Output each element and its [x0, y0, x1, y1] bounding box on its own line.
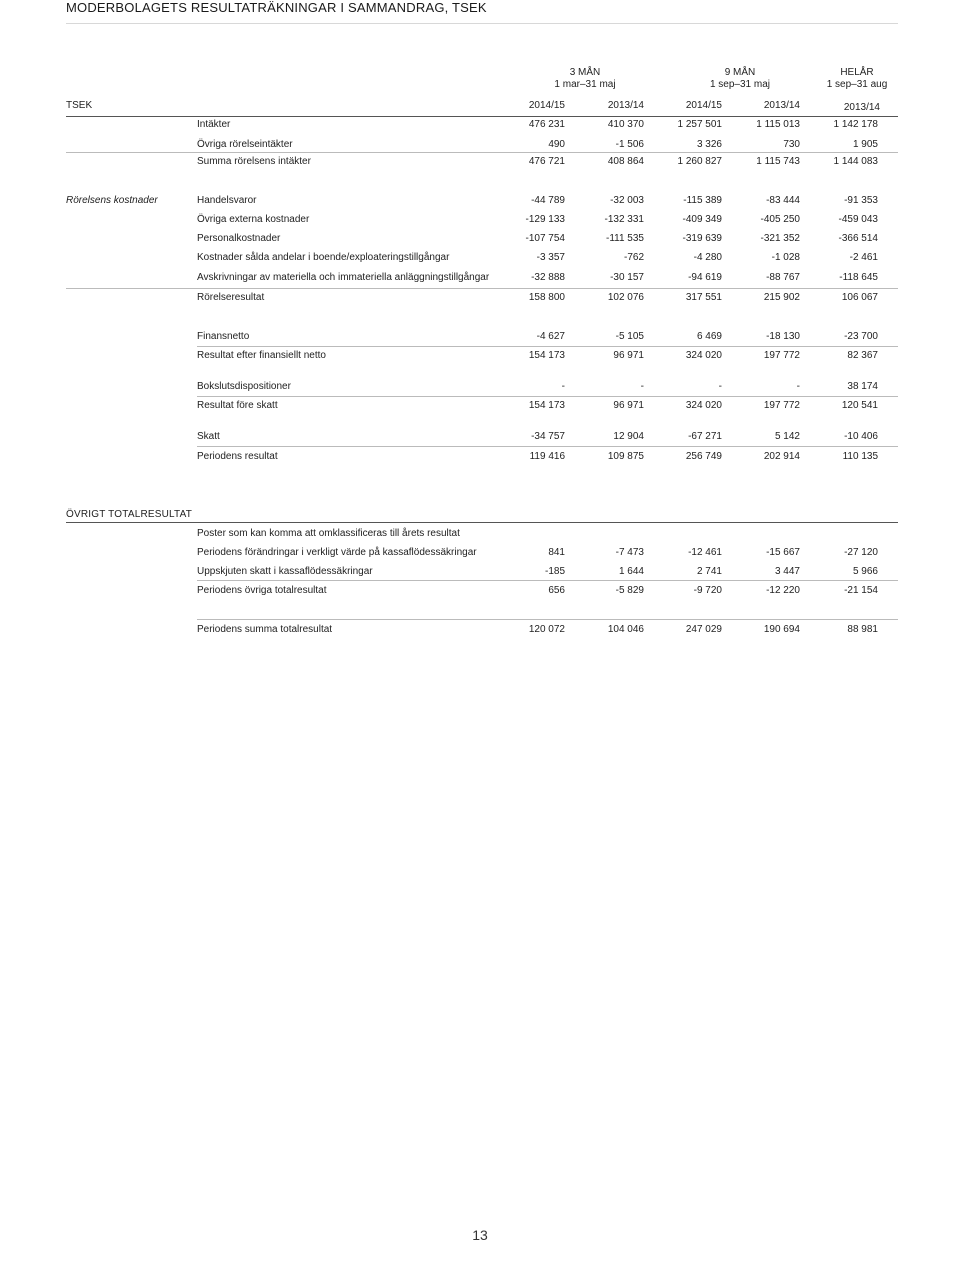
- column-header: 2013/14: [763, 100, 800, 111]
- cell: -111 535: [606, 233, 644, 244]
- cell: -107 754: [525, 233, 565, 244]
- cell: -10 406: [844, 431, 878, 442]
- cell: 5 966: [852, 566, 878, 577]
- table-row: [0, 229, 960, 248]
- cell: 104 046: [607, 624, 644, 635]
- cell: -67 271: [688, 431, 722, 442]
- cell: 119 416: [529, 451, 565, 462]
- cell: 158 800: [528, 292, 565, 303]
- cell: 1 115 743: [756, 156, 800, 167]
- cell: -9 720: [693, 585, 722, 596]
- cell: 841: [548, 547, 565, 558]
- cell: -: [640, 381, 644, 392]
- row-label: Finansnetto: [197, 331, 250, 342]
- cell: -23 700: [844, 331, 878, 342]
- row-label: Skatt: [197, 431, 220, 442]
- table-row: [0, 396, 960, 415]
- cell: -5 105: [615, 331, 644, 342]
- cell: 324 020: [685, 350, 722, 361]
- cell: -115 389: [683, 195, 722, 206]
- cell: -44 789: [531, 195, 565, 206]
- section-side-label: Rörelsens kostnader: [66, 195, 158, 206]
- title-divider: [66, 23, 898, 24]
- cell: 96 971: [613, 350, 644, 361]
- cell: -1 506: [615, 139, 644, 150]
- cell: 317 551: [685, 292, 722, 303]
- cell: -5 829: [615, 585, 644, 596]
- cell: -88 767: [766, 272, 800, 283]
- column-header: 2014/15: [685, 100, 722, 111]
- column-header: 2013/14: [607, 100, 644, 111]
- row-label: Periodens förändringar i verkligt värde på kassaflödessäkringar: [197, 547, 477, 558]
- cell: 256 749: [685, 451, 722, 462]
- table-row: [0, 327, 960, 346]
- cell: 1 115 013: [756, 119, 800, 130]
- cell: -319 639: [682, 233, 722, 244]
- cell: 5 142: [774, 431, 800, 442]
- cell: -30 157: [610, 272, 644, 283]
- table-row: [0, 543, 960, 562]
- table-row: [0, 562, 960, 581]
- row-label: Uppskjuten skatt i kassaflödessäkringar: [197, 566, 373, 577]
- cell: 82 367: [847, 350, 878, 361]
- unit-label: TSEK: [66, 100, 93, 111]
- cell: 1 257 501: [677, 119, 722, 130]
- column-header-row: [0, 96, 960, 115]
- cell: 324 020: [685, 400, 722, 411]
- cell: -132 331: [604, 214, 644, 225]
- table-row: [0, 524, 960, 543]
- cell: 202 914: [763, 451, 800, 462]
- cell: 656: [548, 585, 565, 596]
- cell: 1 144 083: [833, 156, 878, 167]
- cell: 215 902: [763, 292, 800, 303]
- cell: -459 043: [838, 214, 878, 225]
- column-group-full-year: [812, 67, 902, 91]
- row-label: Periodens resultat: [197, 451, 278, 462]
- table-row: [0, 115, 960, 134]
- cell: -7 473: [615, 547, 644, 558]
- cell: -1 028: [771, 252, 800, 263]
- table-row: [0, 447, 960, 466]
- cell: -34 757: [531, 431, 565, 442]
- row-label: Summa rörelsens intäkter: [197, 156, 311, 167]
- table-row: [0, 427, 960, 446]
- cell: 96 971: [613, 400, 644, 411]
- cell: 2 741: [696, 566, 722, 577]
- table-row: [0, 377, 960, 396]
- cell: -18 130: [766, 331, 800, 342]
- cell: -129 133: [525, 214, 565, 225]
- cell: 154 173: [528, 400, 565, 411]
- cell: -32 003: [610, 195, 644, 206]
- cell: -: [561, 381, 565, 392]
- cell: -2 461: [849, 252, 878, 263]
- row-label: Periodens summa totalresultat: [197, 624, 333, 635]
- cell: 120 541: [841, 400, 878, 411]
- row-label: Handelsvaror: [197, 195, 257, 206]
- table-row: [0, 152, 960, 171]
- cell: -366 514: [838, 233, 878, 244]
- cell: 410 370: [607, 119, 644, 130]
- section-rule: [66, 522, 898, 523]
- cell: 109 875: [607, 451, 644, 462]
- column-group-title: HELÅR: [840, 67, 874, 78]
- page-number: 13: [472, 1227, 488, 1243]
- row-label: Bokslutsdispositioner: [197, 381, 291, 392]
- cell: -185: [544, 566, 565, 577]
- table-row: [0, 191, 960, 210]
- row-label: Resultat efter finansiellt netto: [197, 350, 326, 361]
- table-row: [0, 268, 960, 287]
- cell: 38 174: [847, 381, 878, 392]
- cell: -3 357: [536, 252, 565, 263]
- cell: 106 067: [841, 292, 878, 303]
- cell: 490: [548, 139, 565, 150]
- cell: 88 981: [847, 624, 878, 635]
- cell: 3 447: [774, 566, 800, 577]
- cell: 120 072: [528, 624, 565, 635]
- cell: 6 469: [696, 331, 722, 342]
- table-row: [0, 248, 960, 267]
- cell: -21 154: [844, 585, 878, 596]
- cell: -94 619: [688, 272, 722, 283]
- cell: -12 220: [766, 585, 800, 596]
- cell: 247 029: [685, 624, 722, 635]
- row-label: Periodens övriga totalresultat: [197, 585, 327, 596]
- column-group-title: 3 MÅN: [569, 67, 601, 78]
- page-title: MODERBOLAGETS RESULTATRÄKNINGAR I SAMMANDRAG, TSEK: [66, 0, 487, 15]
- column-group-3-months: [540, 67, 630, 91]
- cell: -15 667: [766, 547, 800, 558]
- cell: 197 772: [763, 400, 800, 411]
- cell: -27 120: [844, 547, 878, 558]
- table-row: [0, 210, 960, 229]
- cell: 102 076: [607, 292, 644, 303]
- cell: 476 721: [528, 156, 565, 167]
- cell: 476 231: [528, 119, 565, 130]
- row-label: Avskrivningar av materiella och immateriella anläggningstillgångar: [197, 272, 490, 283]
- cell: -91 353: [844, 195, 878, 206]
- column-group-period: 1 mar–31 maj: [554, 79, 616, 90]
- table-row: [0, 288, 960, 307]
- row-label: Resultat före skatt: [197, 400, 278, 411]
- cell: 408 864: [607, 156, 644, 167]
- cell: 730: [783, 139, 800, 150]
- column-group-period: 1 sep–31 aug: [826, 79, 888, 90]
- row-label: Intäkter: [197, 119, 231, 130]
- cell: 1 905: [852, 139, 878, 150]
- row-label: Kostnader sålda andelar i boende/exploateringstillgångar: [197, 252, 450, 263]
- column-header: 2014/15: [528, 100, 565, 111]
- cell: -409 349: [682, 214, 722, 225]
- cell: -: [796, 381, 800, 392]
- cell: -321 352: [760, 233, 800, 244]
- row-label: Övriga rörelseintäkter: [197, 139, 293, 150]
- column-group-9-months: [695, 67, 785, 91]
- table-row: [0, 346, 960, 365]
- cell: 3 326: [696, 139, 722, 150]
- table-row: [0, 581, 960, 600]
- cell: 1 260 827: [677, 156, 722, 167]
- cell: 154 173: [528, 350, 565, 361]
- cell: -4 280: [693, 252, 722, 263]
- cell: -32 888: [531, 272, 565, 283]
- cell: -405 250: [760, 214, 800, 225]
- cell: 1 142 178: [833, 119, 878, 130]
- cell: -118 645: [839, 272, 878, 283]
- cell: -4 627: [536, 331, 565, 342]
- row-label: Rörelseresultat: [197, 292, 265, 303]
- cell: -12 461: [688, 547, 722, 558]
- cell: 190 694: [763, 624, 800, 635]
- cell: 110 135: [842, 451, 878, 462]
- cell: -762: [623, 252, 644, 263]
- table-row: [0, 620, 960, 639]
- cell: 1 644: [618, 566, 644, 577]
- row-label: Poster som kan komma att omklassificeras till årets resultat: [197, 528, 460, 539]
- row-label: Övriga externa kostnader: [197, 214, 310, 225]
- row-label: Personalkostnader: [197, 233, 281, 244]
- cell: -83 444: [766, 195, 800, 206]
- column-group-title: 9 MÅN: [724, 67, 756, 78]
- column-group-period: 1 sep–31 maj: [709, 79, 771, 90]
- cell: 197 772: [763, 350, 800, 361]
- cell: -: [718, 381, 722, 392]
- cell: 12 904: [613, 431, 644, 442]
- column-header: 2013/14: [843, 102, 880, 113]
- section-title: ÖVRIGT TOTALRESULTAT: [66, 509, 193, 520]
